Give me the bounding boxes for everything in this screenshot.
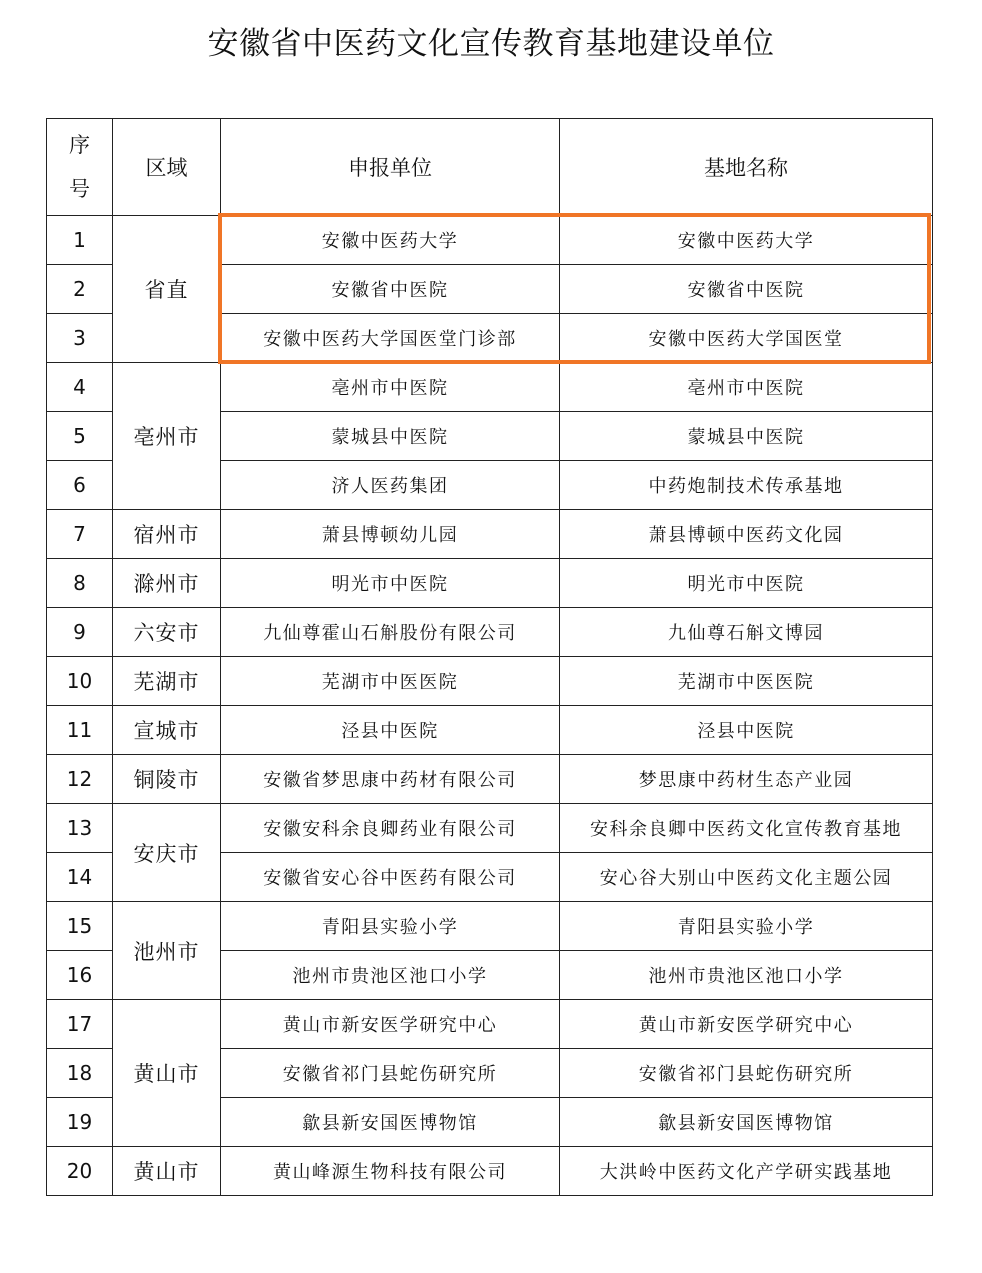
- row-index: 6: [47, 461, 113, 510]
- row-index: 12: [47, 755, 113, 804]
- row-base-name: 亳州市中医院: [560, 363, 933, 412]
- table-row: [47, 363, 933, 412]
- row-applicant: 九仙尊霍山石斛股份有限公司: [221, 608, 560, 657]
- row-index: 1: [47, 216, 113, 265]
- row-index: 8: [47, 559, 113, 608]
- row-base-name: 安徽省祁门县蛇伤研究所: [560, 1049, 933, 1098]
- table-row: [47, 755, 933, 804]
- row-base-name: 泾县中医院: [560, 706, 933, 755]
- row-base-name: 青阳县实验小学: [560, 902, 933, 951]
- row-base-name: 芜湖市中医医院: [560, 657, 933, 706]
- row-index: 2: [47, 265, 113, 314]
- row-region: 宣城市: [113, 706, 221, 755]
- row-index: 11: [47, 706, 113, 755]
- row-index: 16: [47, 951, 113, 1000]
- row-applicant: 蒙城县中医院: [221, 412, 560, 461]
- table-row: [47, 804, 933, 853]
- row-applicant: 黄山峰源生物科技有限公司: [221, 1147, 560, 1196]
- row-applicant: 安徽中医药大学: [221, 216, 560, 265]
- row-base-name: 萧县博顿中医药文化园: [560, 510, 933, 559]
- table-row: [47, 657, 933, 706]
- row-base-name: 安徽中医药大学国医堂: [560, 314, 933, 363]
- row-applicant: 萧县博顿幼儿园: [221, 510, 560, 559]
- row-index: 17: [47, 1000, 113, 1049]
- row-applicant: 芜湖市中医医院: [221, 657, 560, 706]
- row-applicant: 安徽省梦思康中药材有限公司: [221, 755, 560, 804]
- table-row: [47, 559, 933, 608]
- row-index: 18: [47, 1049, 113, 1098]
- row-region: 黄山市: [113, 1147, 221, 1196]
- table-row: [47, 510, 933, 559]
- header-applicant: 申报单位: [221, 119, 560, 216]
- row-region: 黄山市: [113, 1000, 221, 1147]
- row-applicant: 安徽省祁门县蛇伤研究所: [221, 1049, 560, 1098]
- row-index: 7: [47, 510, 113, 559]
- row-applicant: 明光市中医院: [221, 559, 560, 608]
- row-base-name: 大洪岭中医药文化产学研实践基地: [560, 1147, 933, 1196]
- row-index: 10: [47, 657, 113, 706]
- row-index: 20: [47, 1147, 113, 1196]
- row-index: 19: [47, 1098, 113, 1147]
- row-applicant: 亳州市中医院: [221, 363, 560, 412]
- row-region: 池州市: [113, 902, 221, 1000]
- row-base-name: 梦思康中药材生态产业园: [560, 755, 933, 804]
- table-row: [47, 1000, 933, 1049]
- row-index: 14: [47, 853, 113, 902]
- row-applicant: 济人医药集团: [221, 461, 560, 510]
- header-index-line1: 序: [69, 133, 90, 157]
- row-applicant: 黄山市新安医学研究中心: [221, 1000, 560, 1049]
- row-region: 芜湖市: [113, 657, 221, 706]
- table-row: [47, 216, 933, 265]
- header-region: 区域: [113, 119, 221, 216]
- table-row: [47, 608, 933, 657]
- row-base-name: 歙县新安国医博物馆: [560, 1098, 933, 1147]
- base-table: [46, 118, 933, 1196]
- header-base-name: 基地名称: [560, 119, 933, 216]
- row-applicant: 池州市贵池区池口小学: [221, 951, 560, 1000]
- row-base-name: 九仙尊石斛文博园: [560, 608, 933, 657]
- row-index: 3: [47, 314, 113, 363]
- row-applicant: 安徽中医药大学国医堂门诊部: [221, 314, 560, 363]
- row-base-name: 安徽中医药大学: [560, 216, 933, 265]
- row-applicant: 安徽省中医院: [221, 265, 560, 314]
- row-region: 六安市: [113, 608, 221, 657]
- row-region: 亳州市: [113, 363, 221, 510]
- row-applicant: 青阳县实验小学: [221, 902, 560, 951]
- row-index: 4: [47, 363, 113, 412]
- row-base-name: 池州市贵池区池口小学: [560, 951, 933, 1000]
- row-region: 省直: [113, 216, 221, 363]
- header-index-line2: 号: [69, 177, 90, 201]
- row-applicant: 安徽省安心谷中医药有限公司: [221, 853, 560, 902]
- row-index: 5: [47, 412, 113, 461]
- table-row: [47, 1147, 933, 1196]
- table-header-row: [47, 119, 933, 216]
- page-title: 安徽省中医药文化宣传教育基地建设单位: [207, 26, 775, 62]
- row-base-name: 安科余良卿中医药文化宣传教育基地: [560, 804, 933, 853]
- row-region: 宿州市: [113, 510, 221, 559]
- row-base-name: 安徽省中医院: [560, 265, 933, 314]
- row-region: 铜陵市: [113, 755, 221, 804]
- row-base-name: 中药炮制技术传承基地: [560, 461, 933, 510]
- row-index: 13: [47, 804, 113, 853]
- table-row: [47, 902, 933, 951]
- table-row: [47, 706, 933, 755]
- row-applicant: 泾县中医院: [221, 706, 560, 755]
- header-index: [47, 119, 113, 216]
- row-base-name: 黄山市新安医学研究中心: [560, 1000, 933, 1049]
- row-base-name: 蒙城县中医院: [560, 412, 933, 461]
- row-index: 15: [47, 902, 113, 951]
- row-applicant: 安徽安科余良卿药业有限公司: [221, 804, 560, 853]
- row-applicant: 歙县新安国医博物馆: [221, 1098, 560, 1147]
- row-region: 滁州市: [113, 559, 221, 608]
- row-base-name: 明光市中医院: [560, 559, 933, 608]
- row-region: 安庆市: [113, 804, 221, 902]
- row-index: 9: [47, 608, 113, 657]
- row-base-name: 安心谷大别山中医药文化主题公园: [560, 853, 933, 902]
